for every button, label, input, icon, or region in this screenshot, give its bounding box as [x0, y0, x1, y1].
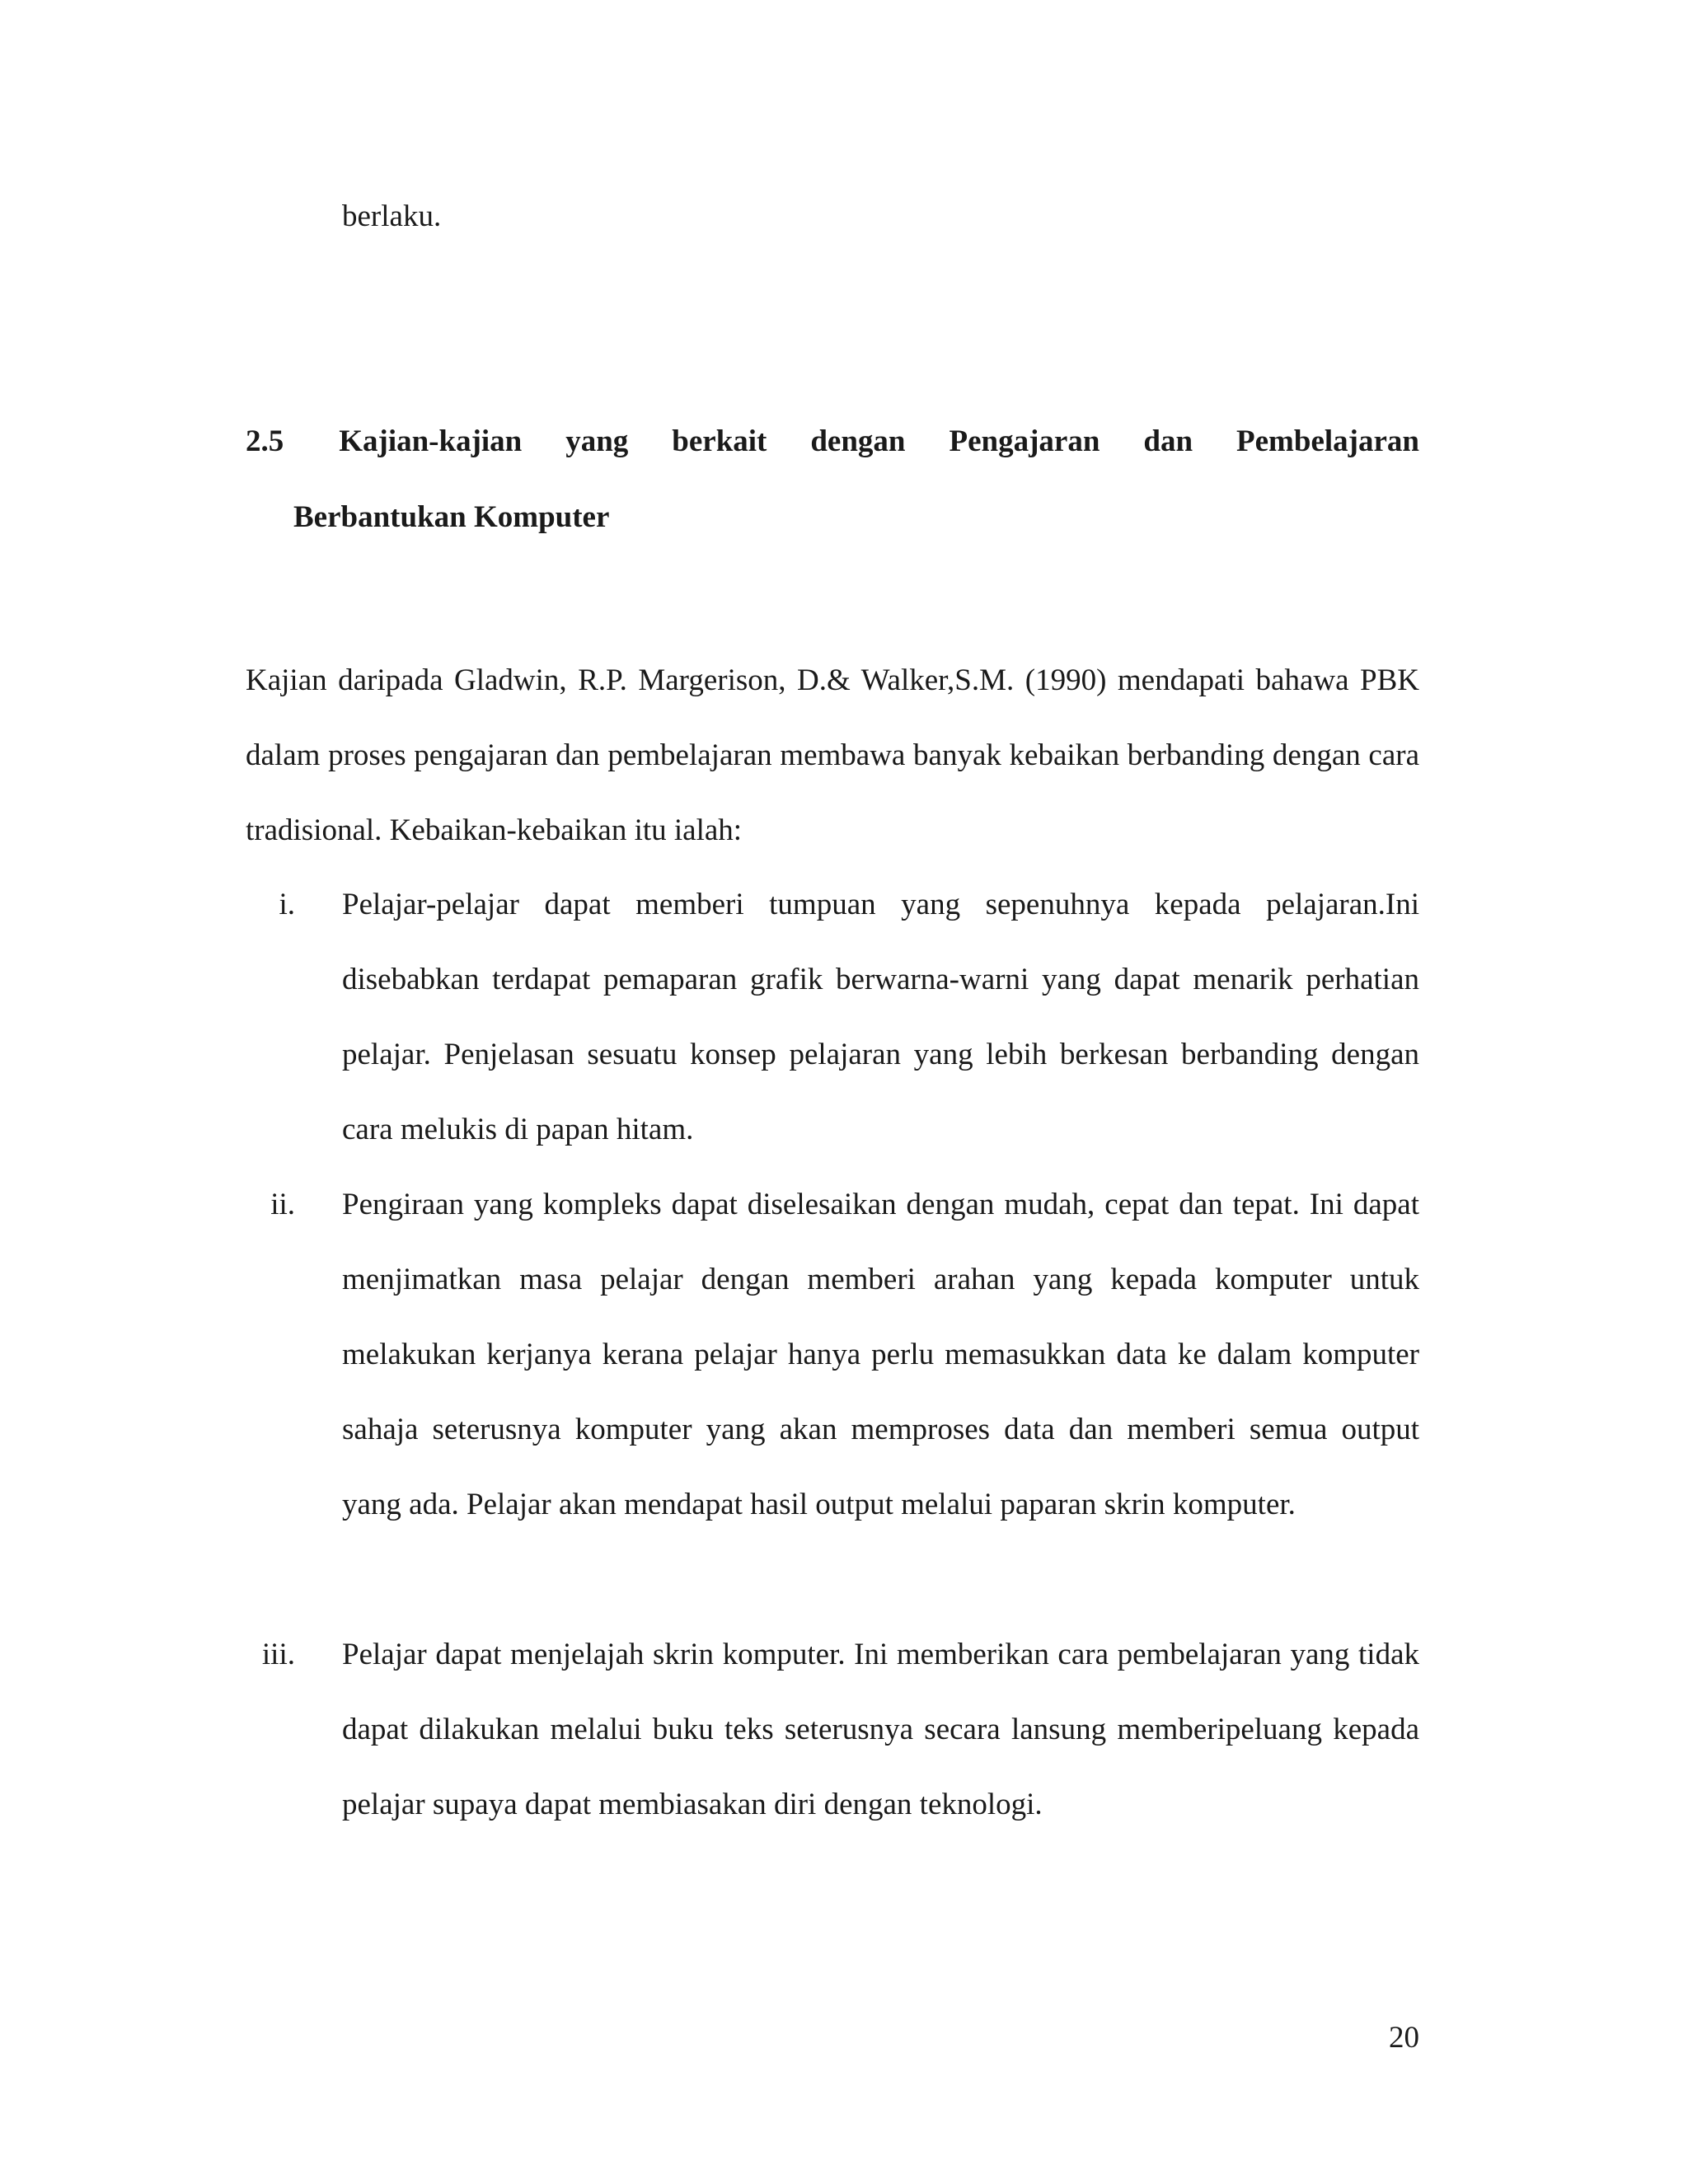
intro-paragraph: Kajian daripada Gladwin, R.P. Margerison, D.& Walker,S.M. (1990) mendapati bahawa PBK dalam proses pengajaran dan pembelajaran membawa banyak kebaikan berbanding dengan cara tradisional. Kebaikan-kebaikan itu ialah: — [246, 663, 1419, 847]
section-heading — [246, 417, 1419, 466]
section-title-word: Pengajaran — [949, 424, 1100, 458]
list-item-text: Pelajar dapat menjelajah skrin komputer. Ini memberikan cara pembelajaran yang tidak dapat dilakukan melalui buku teks seterusnya secara lansung memberipeluang kepada pelajar supaya dapat membiasakan diri dengan teknologi. — [342, 1638, 1419, 1821]
list-item-text: Pelajar-pelajar dapat memberi tumpuan yang sepenuhnya kepada pelajaran.Ini disebabkan terdapat pemaparan grafik berwarna-warni yang dapat menarik perhatian pelajar. Penjelasan sesuatu konsep pelajaran yang lebih berkesan berbanding dengan cara melukis di papan hitam. — [342, 888, 1419, 1146]
section-title-continuation: Berbantukan Komputer — [293, 500, 610, 534]
page-number: 20 — [1389, 2021, 1419, 2055]
continuation-text: berlaku. — [342, 199, 442, 233]
list-marker: i. — [279, 888, 295, 921]
section-title-word: Kajian-kajian — [339, 424, 523, 458]
section-number: 2.5 — [246, 424, 284, 458]
list-marker: ii. — [270, 1188, 295, 1221]
section-title-word: dan — [1143, 424, 1193, 458]
section-title-word: Pembelajaran — [1236, 424, 1419, 458]
section-title-word: yang — [565, 424, 629, 458]
section-title-word: berkait — [672, 424, 767, 458]
list-item-text: Pengiraan yang kompleks dapat diselesaikan dengan mudah, cepat dan tepat. Ini dapat menjimatkan masa pelajar dengan memberi arahan yang kepada komputer untuk melakukan kerjanya kerana pelajar hanya perlu memasukkan data ke dalam komputer sahaja seterusnya komputer yang akan memproses data dan memberi semua output yang ada. Pelajar akan mendapat hasil output melalui paparan skrin komputer. — [342, 1188, 1419, 1521]
list-marker: iii. — [261, 1638, 295, 1671]
section-title-word: dengan — [810, 424, 906, 458]
